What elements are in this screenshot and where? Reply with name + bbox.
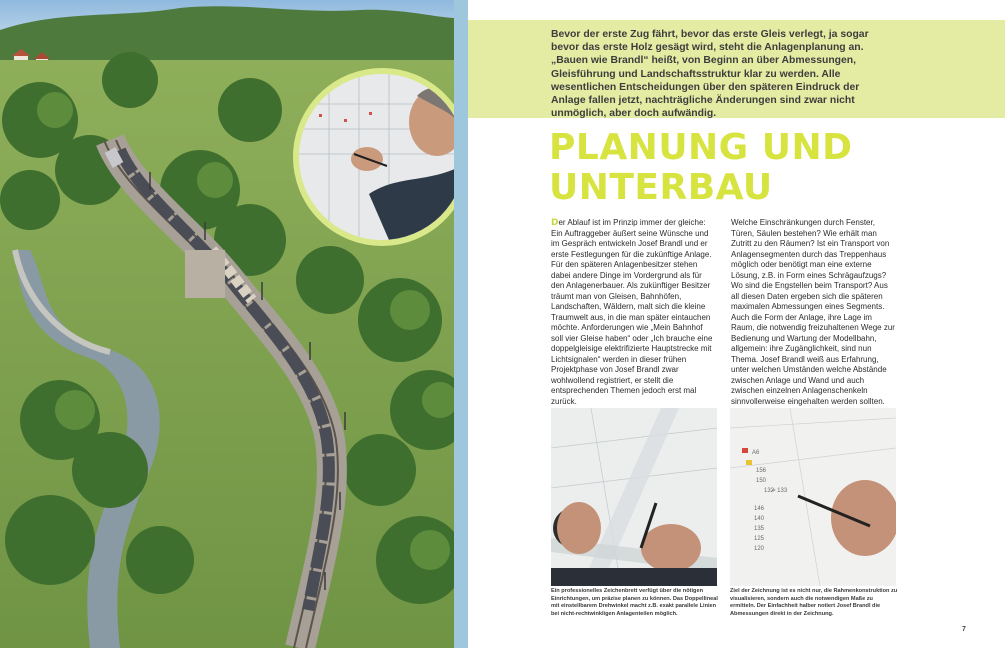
photo-2-caption: Ziel der Zeichnung ist es nicht nur, die Rahmenkonstruktion zu visualisieren, sondern auch die notwendigen Maße zu ermitteln. Der Einfachheit halber notiert Josef Brandl die Abmessungen direkt in der Zeichnung. (730, 588, 898, 617)
sketch-note: = 133 (772, 488, 788, 494)
sleeve (551, 568, 717, 586)
railway-layout-photo (0, 0, 468, 648)
sketch-note: 132 (764, 488, 775, 494)
passenger-train (110, 150, 118, 165)
red-marker (742, 448, 748, 453)
column-2-paragraph-1: Welche Einschränkungen durch Fenster, Türen, Säulen bestehen? Wie erhält man Zutritt zu den Räumen? Ist ein Transport von Anlagensegmenten durch das Treppenhaus möglich oder benötigt man eine externe Lösung, z.B. in Form eines Schrägaufzugs? Wo sind die Engstellen beim Transport? Aus all diesen Daten ergeben sich die späteren maximalen Abmessungen eines Segments. Auch die Form der Anlage, ihre Lage im Raum, die notwendig freizuhaltenen Wege zur Bedienung und Wartung der Modellbahn, allgemein: ihre Zugänglichkeit, sind nun Thema. Josef Brandl weiß aus Erfahrung, unter welchen Umständen welche Abstände zwischen Anlage und Wand und auch zwischen einzelnen Anlagenschenkeln sinnvollerweise eingehalten werden sollten. (731, 218, 895, 406)
left-hand (557, 502, 601, 554)
sketch-dimensions-photo (730, 408, 896, 586)
sketch-illustration (730, 408, 896, 586)
sketch-note: 125 (754, 536, 765, 542)
yellow-marker (746, 460, 752, 465)
intro-paragraph: Bevor der erste Zug fährt, bevor das erste Gleis verlegt, ja sogar bevor das erste Holz gesägt wird, steht die Anlagenplanung an. „Bauen wie Brandl“ heißt, von Beginn an über Abmessungen, Gleisführung und Landschaftsstruktur klar zu werden. Alle wesentlichen Entscheidungen über den späteren Eindruck der Anlage fallen jetzt, nachträgliche Änderungen sind zwar nicht unmöglich, aber doch aufwändig. (551, 29, 869, 120)
hand (831, 480, 896, 556)
photo-1-caption: Ein professionelles Zeichenbrett verfügt über die nötigen Einrichtungen, um präzise planen zu können. Das Doppellineal mit einstellbarem Drehwinkel macht z.B. exakt parallele Linien bei nicht-rechtwinkligen Anlagenteilen möglich. (551, 588, 718, 617)
sketch-note: A6 (752, 450, 760, 456)
headline-line-2: UNTERBAU (549, 167, 773, 208)
sketch-note: 156 (756, 468, 767, 474)
sketch-note: 140 (754, 516, 765, 522)
planner-inset-photo (293, 68, 468, 246)
article-headline (549, 128, 949, 208)
page-number: 7 (962, 626, 966, 633)
right-hand (641, 524, 701, 572)
drawing-board-illustration (551, 408, 717, 586)
column-1-paragraph-1: er Ablauf ist im Prinzip immer der gleiche: Ein Auftraggeber äußert seine Wünsche und im Gespräch entwickeln Josef Brandl und er erste Festlegungen für die zukünftige Anlage. Für den späteren Anlagenbesitzer stehen dabei andere Dinge im Vordergrund als für den Anlagenerbauer. Als zukünftiger Besitzer träumt man von Gleisen, Bahnhöfen, Landschaften, Wäldern, malt sich die kleine Traumwelt aus, in die man später eintauchen möchte. Anforderungen wie „Mein Bahnhof soll vier Gleise haben“ oder „Ich brauche eine doppelgleisige elektrifizierte Hauptstrecke mit Lichtsignalen“ werden in dieser frühen Projektphase von Josef Brandl zwar wohlwollend registriert, er stellt die entsprechenden Themen jedoch erst mal zurück. (551, 218, 713, 406)
sketch-note: 150 (756, 478, 767, 484)
drop-cap: D (551, 218, 559, 228)
sketch-note: 120 (754, 546, 765, 552)
drawing-board-photo (551, 408, 717, 586)
sketch-note: 135 (754, 526, 765, 532)
page-gutter (454, 0, 468, 648)
viaduct (185, 250, 225, 298)
headline-line-1: PLANUNG UND (549, 127, 853, 168)
sketch-note: 146 (754, 506, 765, 512)
planner-drawing-illustration (299, 74, 465, 240)
text-column-2 (731, 218, 896, 439)
